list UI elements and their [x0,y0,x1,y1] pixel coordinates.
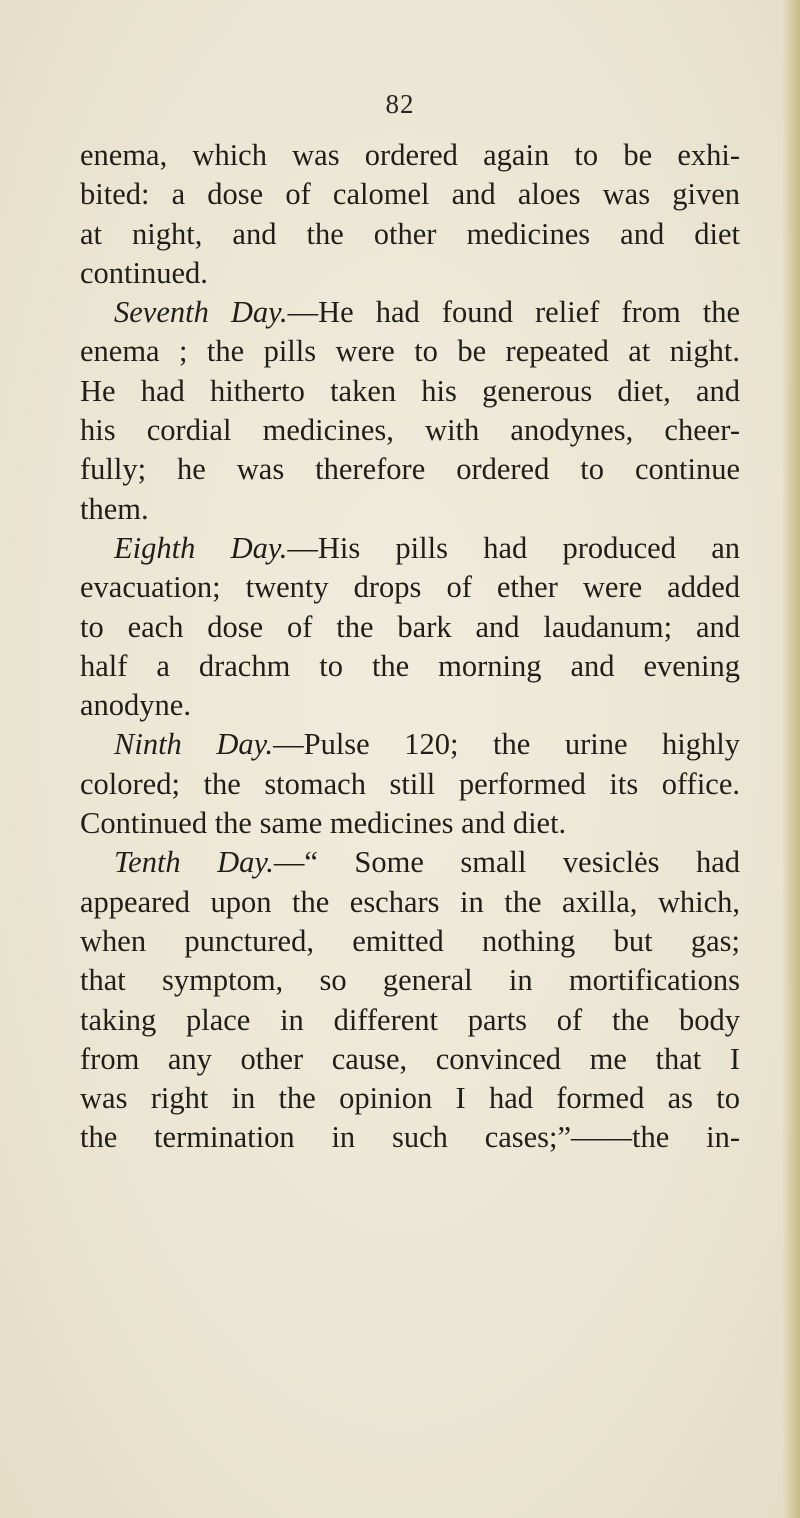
text-line: taking place in different parts of the body [80,1002,740,1037]
text-line [80,843,740,882]
text-line: enema ; the pills were to be repeated at night. [80,334,740,369]
text-line: half a drachm to the morning and evening [80,648,740,683]
text-line: was right in the opinion I had formed as to [80,1081,740,1116]
text-line [80,529,740,568]
text-line: his cordial medicines, with anodynes, cheer- [80,413,740,448]
text-line [80,725,740,764]
day-heading: Ninth Day. [114,727,274,762]
text-line: that symptom, so general in mortifications [80,963,740,998]
text-line: He had hitherto taken his generous diet, and [80,373,740,408]
text-line: anodyne. [80,688,191,723]
text-line: at night, and the other medicines and diet [80,216,740,251]
text-line: Continued the same medicines and diet. [80,806,567,841]
day-heading: Eighth Day. [114,530,288,565]
text-line: from any other cause, convinced me that I [80,1041,740,1076]
line-text: —He had found relief from the [287,295,740,330]
page-number: 82 [385,89,415,119]
text-line: them. [80,491,149,526]
text-line: evacuation; twenty drops of ether were added [80,570,740,605]
text-line: colored; the stomach still performed its office. [80,766,740,801]
text-line: when punctured, emitted nothing but gas; [80,923,740,958]
text-line: to each dose of the bark and laudanum; and [80,609,740,644]
text-line: appeared upon the eschars in the axilla, which, [80,884,740,919]
line-text: —“ Some small vesiclės had [273,845,740,880]
day-heading: Tenth Day. [114,845,274,880]
page-edge-shading [782,0,800,1518]
line-text: —His pills had produced an [287,530,740,565]
text-line: continued. [80,255,208,290]
text-line: the termination in such cases;”——the in- [80,1120,740,1155]
text-line: enema, which was ordered again to be exhi- [80,138,740,172]
text-line: bited: a dose of calomel and aloes was given [80,177,740,212]
text-line [80,293,740,332]
day-heading: Seventh Day. [114,295,288,330]
line-text: —Pulse 120; the urine highly [273,727,741,762]
text-line: fully; he was therefore ordered to continue [80,452,740,487]
body-text [80,136,740,1158]
